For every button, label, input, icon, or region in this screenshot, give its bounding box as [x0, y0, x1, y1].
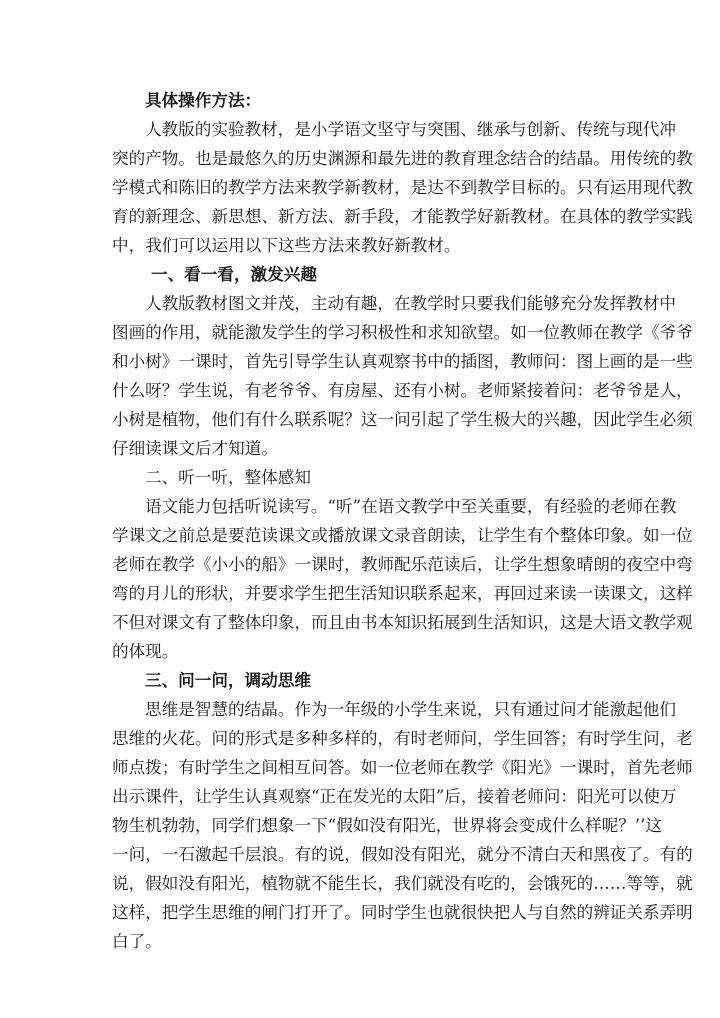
paragraph-line: 的体现。: [112, 642, 179, 661]
paragraph-line: 人教版教材图文并茂，主动有趣，在教学时只要我们能够充分发挥教材中: [145, 294, 676, 313]
paragraph-line: 这样，把学生思维的闸门打开了。同时学生也就很快把人与自然的辨证关系弄明: [112, 903, 693, 922]
paragraph-line: 弯的月儿的形状，并要求学生把生活知识联系起来，再回过来读一读课文，这样: [112, 584, 693, 603]
paragraph-line: 学模式和陈旧的教学方法来教学新教材，是达不到教学目标的。只有运用现代教: [112, 178, 693, 197]
paragraph-line: 小树是植物，他们有什么联系呢？这一问引起了学生极大的兴趣，因此学生必须: [112, 410, 693, 429]
paragraph-line: 出示课件，让学生认真观察“正在发光的太阳”后，接着老师问：阳光可以使万: [112, 787, 677, 806]
paragraph-line: 不但对课文有了整体印象，而且由书本知识拓展到生活知识，这是大语文教学观: [112, 613, 693, 632]
section-paragraph: [112, 695, 693, 956]
section-title: 一、看一看，激发兴趣: [151, 264, 317, 284]
paragraph-line: 学课文之前总是要范读课文或播放课文录音朗读，让学生有个整体印象。如一位: [112, 526, 693, 545]
document-heading: 具体操作方法：: [145, 90, 262, 110]
paragraph-line: 什么呀？学生说，有老爷爷、有房屋、还有小树。老师紧接着问：老爷爷是人，: [112, 381, 693, 400]
paragraph-line: 突的产物。也是最悠久的历史渊源和最先进的教育理念结合的结晶。用传统的教: [112, 149, 693, 168]
paragraph-line: 人教版的实验教材，是小学语文坚守与突围、继承与创新、传统与现代冲: [145, 120, 676, 139]
paragraph-line: 老师在教学《小小的船》一课时，教师配乐范读后，让学生想象晴朗的夜空中弯: [112, 555, 693, 574]
paragraph-line: 育的新理念、新思想、新方法、新手段，才能教学好新教材。在具体的教学实践: [112, 207, 693, 226]
paragraph-line: 白了。: [112, 932, 162, 951]
paragraph-line: 中，我们可以运用以下这些方法来教好新教材。: [112, 236, 461, 255]
paragraph-line: 仔细读课文后才知道。: [112, 439, 278, 458]
section-paragraph: [112, 492, 693, 666]
intro-paragraph: [112, 115, 693, 260]
section-title: 二、听一听，整体感知: [145, 468, 311, 487]
paragraph-line: 物生机勃勃，同学们想象一下“假如没有阳光，世界将会变成什么样呢？’’这: [112, 816, 663, 835]
paragraph-line: 思维是智慧的结晶。作为一年级的小学生来说，只有通过问才能激起他们: [145, 700, 676, 719]
paragraph-line: 一问，一石激起千层浪。有的说，假如没有阳光，就分不清白天和黑夜了。有的: [112, 845, 693, 864]
paragraph-line: 图画的作用，就能激发学生的学习积极性和求知欲望。如一位教师在教学《爷爷: [112, 323, 693, 342]
paragraph-line: 说，假如没有阳光，植物就不能生长，我们就没有吃的，会饿死的……等等，就: [112, 874, 693, 893]
paragraph-line: 思维的火花。问的形式是多种多样的，有时老师问，学生回答；有时学生问，老: [112, 729, 693, 748]
paragraph-line: 师点拨；有时学生之间相互问答。如一位老师在教学《阳光》一课时，首先老师: [112, 758, 693, 777]
paragraph-line: 语文能力包括听说读写。“听”在语文教学中至关重要，有经验的老师在教: [145, 497, 677, 516]
paragraph-line: 和小树》一课时，首先引导学生认真观察书中的插图，教师问：图上画的是一些: [112, 352, 693, 371]
section-paragraph: [112, 289, 693, 463]
document-body: [112, 86, 693, 956]
section-title: 三、问一问，调动思维: [145, 670, 311, 690]
